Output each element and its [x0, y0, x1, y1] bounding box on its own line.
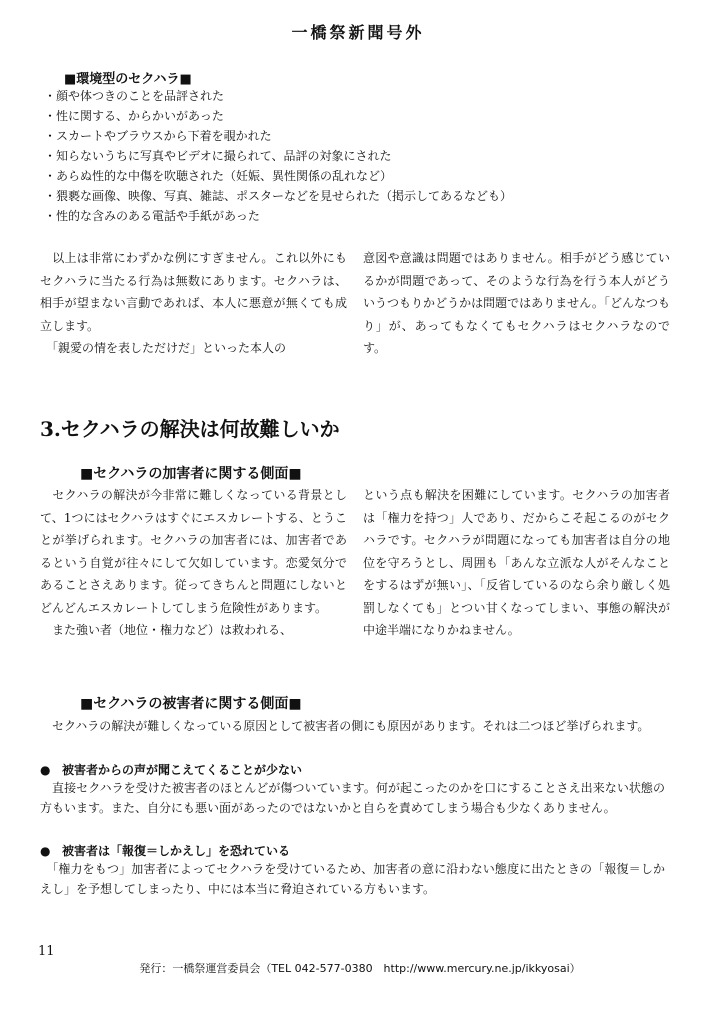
intro-paragraph-right: 意図や意識は問題ではありません。相手がどう感じているかが問題であって、そのような行為を行う本人がどういうつもりかどうかは問題ではありません。「どんなつもり」が、あってもなくてもセクハラはセクハラなのです。: [363, 251, 670, 355]
list-item: ・ 性的な含みのある電話や手紙があった: [44, 206, 512, 226]
victim-point-1-heading: [40, 761, 302, 778]
perpetrator-paragraph-left: セクハラの解決が今非常に難しくなっている背景として、1つにはセクハラはすぐにエスカレートする、とうことが挙げられます。セクハラの加害者には、加害者であるという自覚が往々にして欠如しています。恋愛気分であることさえあります。従ってきちんと問題にしないとどんどんエスカレートしてしまう危険性があります。 また強い者（地位・権力など）は救われる、: [40, 488, 347, 637]
page-number: 11: [38, 944, 55, 959]
publisher-footer: 発行：一橋祭運営委員会（TEL 042-577-0380 http://www.mercury.ne.jp/ikkyosai）: [139, 962, 581, 975]
victim-intro: セクハラの解決が難しくなっている原因として被害者の側にも原因があります。それは二つほど挙げられます。: [40, 719, 650, 733]
bullet-heading-text: 被害者は「報復＝しかえし」を恐れている: [62, 844, 291, 858]
list-item: ・ スカートやブラウスから下着を覗かれた: [44, 126, 512, 146]
list-item: ・ あらぬ性的な中傷を吹聴された（妊娠、異性関係の乱れなど）: [44, 166, 512, 186]
bullet-heading-text: 被害者からの声が聞こえてくることが少ない: [62, 763, 303, 777]
victim-point-1-text: 直接セクハラを受けた被害者のほとんどが傷ついています。何が起こったのかを口にすることさえ出来ない状態の方もいます。また、自分にも悪い面があったのではないかと自らを責めてしまう場合も少なくありません。: [40, 781, 665, 815]
newsletter-title: 一橋祭新聞号外: [291, 23, 425, 42]
list-item: ・ 性に関する、からかいがあった: [44, 106, 512, 126]
perpetrator-paragraph-right: という点も解決を困難にしています。セクハラの加害者は「権力を持つ」人であり、だからこそ起こるのがセクハラです。セクハラが問題になっても加害者は自分の地位を守ろうとし、周囲も「あんな立派な人がそんなことをするはずが無い」、「反省しているのなら余り厳しく処罰しなくても」とつい甘くなってしまい、事態の解決が中途半端になりかねません。: [363, 488, 670, 637]
list-item: ・ 知らないうちに写真やビデオに撮られて、品評の対象にされた: [44, 146, 512, 166]
victim-subheading: ■セクハラの被害者に関する側面■: [80, 696, 302, 712]
environment-type-heading: ■環境型のセクハラ■: [64, 72, 192, 87]
environment-type-list: [44, 86, 512, 226]
section-heading: 3.セクハラの解決は何故難しいか: [40, 417, 340, 441]
bullet-icon: ●: [40, 763, 51, 777]
intro-paragraph-left: 以上は非常にわずかな例にすぎません。これ以外にもセクハラに当たる行為は無数にあります。セクハラは、相手が望まない言動であれば、本人に悪意が無くても成立します。 「親愛の情を表しただけだ」といった本人の: [40, 251, 347, 355]
list-item: ・ 顔や体つきのことを品評された: [44, 86, 512, 106]
victim-point-2-text: 「権力をもつ」加害者によってセクハラを受けているため、加害者の意に沿わない態度に出たときの「報復＝しかえし」を予想してしまったり、中には本当に脅迫されている方もいます。: [40, 862, 665, 896]
victim-point-2-heading: [40, 842, 290, 859]
bullet-icon: ●: [40, 844, 51, 858]
list-item: ・ 猥褻な画像、映像、写真、雑誌、ポスターなどを見せられた（掲示してあるなども）: [44, 186, 512, 206]
perpetrator-subheading: ■セクハラの加害者に関する側面■: [80, 466, 302, 482]
